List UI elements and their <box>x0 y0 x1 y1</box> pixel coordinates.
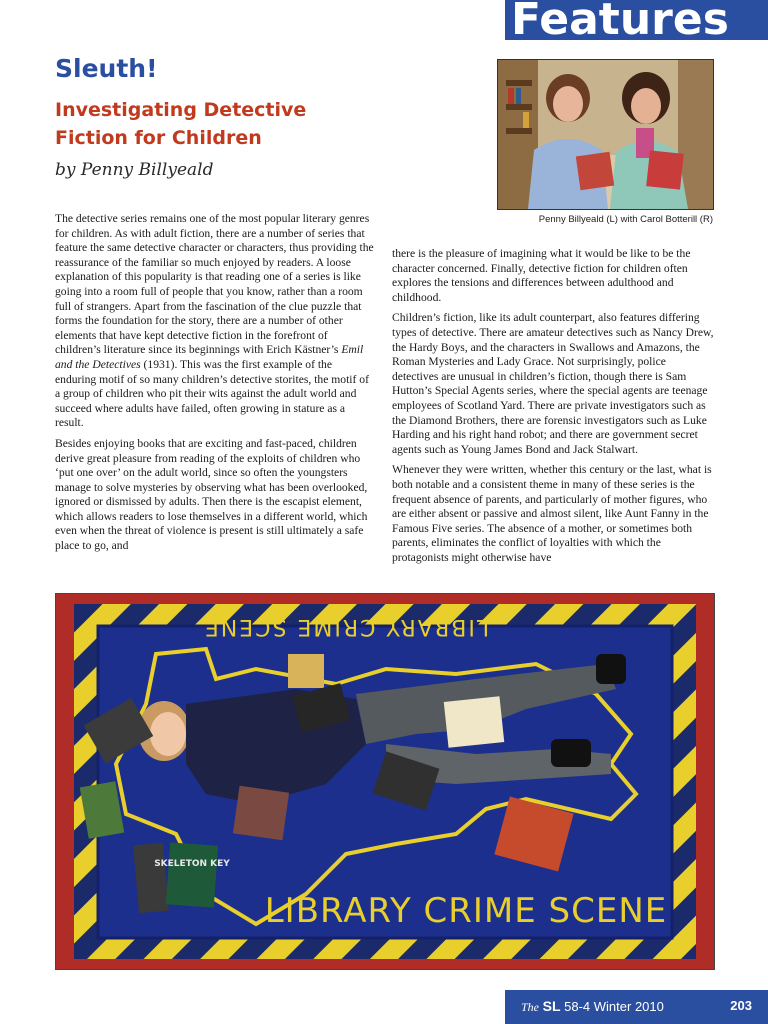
crime-scene-image <box>56 594 714 969</box>
issue-label: 58-4 Winter 2010 <box>564 999 664 1014</box>
page-number: 203 <box>730 998 752 1013</box>
column-2 <box>392 247 714 571</box>
paragraph-text: (1931). This was the first example of the enduring motif of so many children’s detective storites, the motif of a group of children who pit their wits against the adult world and succeed where adults have failed, often growing in stature as a result. <box>55 357 369 430</box>
book-title: Emil and the Detectives <box>55 343 364 371</box>
author-photo <box>497 59 714 210</box>
byline: by Penny Billyeald <box>55 160 214 180</box>
rug-text-top: LIBRARY CRIME SCENE <box>202 614 490 639</box>
publication-name: SL <box>542 998 561 1014</box>
book-label: SKELETON KEY <box>154 859 230 869</box>
article-subtitle <box>55 96 355 152</box>
paragraph: Children’s fiction, like its adult counterpart, also features differing types of detective. There are amateur detectives such as Nancy Drew, the Hardy Boys, and the characters in Swallows and Amazons, the Roman Mysteries and Lady Grace. Not surprisingly, police detectives are unusual in children’s fiction, though there is Sam Hutton’s Special Agents series, where the special agents are teenage employees of Scotland Yard. There are private investigators such as the Diamond Brothers, there are forensic investigators such as Luke Harding and his right hand robot; and there are government secret agents such as Young James Bond and Jack Stalwart. <box>392 311 714 456</box>
rug-text-bottom: LIBRARY CRIME SCENE <box>264 891 668 931</box>
paragraph: there is the pleasure of imagining what it would be like to be the character concerned. Finally, detective fiction for children often explores the tensions and differences between adulthood and childhood. <box>392 247 691 304</box>
paragraph: Besides enjoying books that are exciting and fast-paced, children derive great pleasure from reading of the exploits of children who ‘put one over’ on the adult world, since so often the youngsters manage to solve mysteries by observing what has been overlooked, ignored or dismissed by adults. Then there is the escapist element, which allows readers to lose themselves in a different world, which even when the threat of violence is present is still ultimately a safe place to go, and <box>55 436 368 553</box>
paragraph <box>55 212 375 431</box>
author-photo-image <box>498 60 713 209</box>
issue-info <box>521 998 664 1015</box>
column-1 <box>55 212 375 560</box>
paragraph: Whenever they were written, whether this century or the last, what is both notable and a consistent theme in many of these series is the frequent absence of parents, and particularly of mother figures, who are either absent or passive and almost silent, like Aunt Fanny in the Famous Five series. The absence of a mother, or sometimes both parents, eliminates the conflict of loyalties with which the protagonists might otherwise have <box>392 463 712 564</box>
paragraph-text: The detective series remains one of the most popular literary genres for children. As with adult fiction, there are a number of series that feature the same detective character or characters, thus providing the reassurance of the familiar so much enjoyed by readers. A loose explanation of this popularity is that reading one of a series is like going into a room full of people that you know, rather than a room full of strangers. Apart from the fascination of the clue puzzle that forms the foundation for the story, there are a number of other elements that have kept detective fiction in the forefront of children’s literature since its beginnings with Erich Kästner’s <box>55 212 374 357</box>
crime-scene-photo <box>55 593 715 970</box>
photo-caption: Penny Billyeald (L) with Carol Botterill (R) <box>538 214 713 225</box>
article-title: Sleuth! <box>55 54 158 83</box>
subtitle-line-2: Fiction for Children <box>55 127 262 149</box>
subtitle-line-1: Investigating Detective <box>55 99 307 121</box>
footer-bar <box>505 990 768 1024</box>
section-tab <box>505 0 768 40</box>
section-label: Features <box>511 0 729 40</box>
publication-prefix: The <box>521 1000 539 1014</box>
